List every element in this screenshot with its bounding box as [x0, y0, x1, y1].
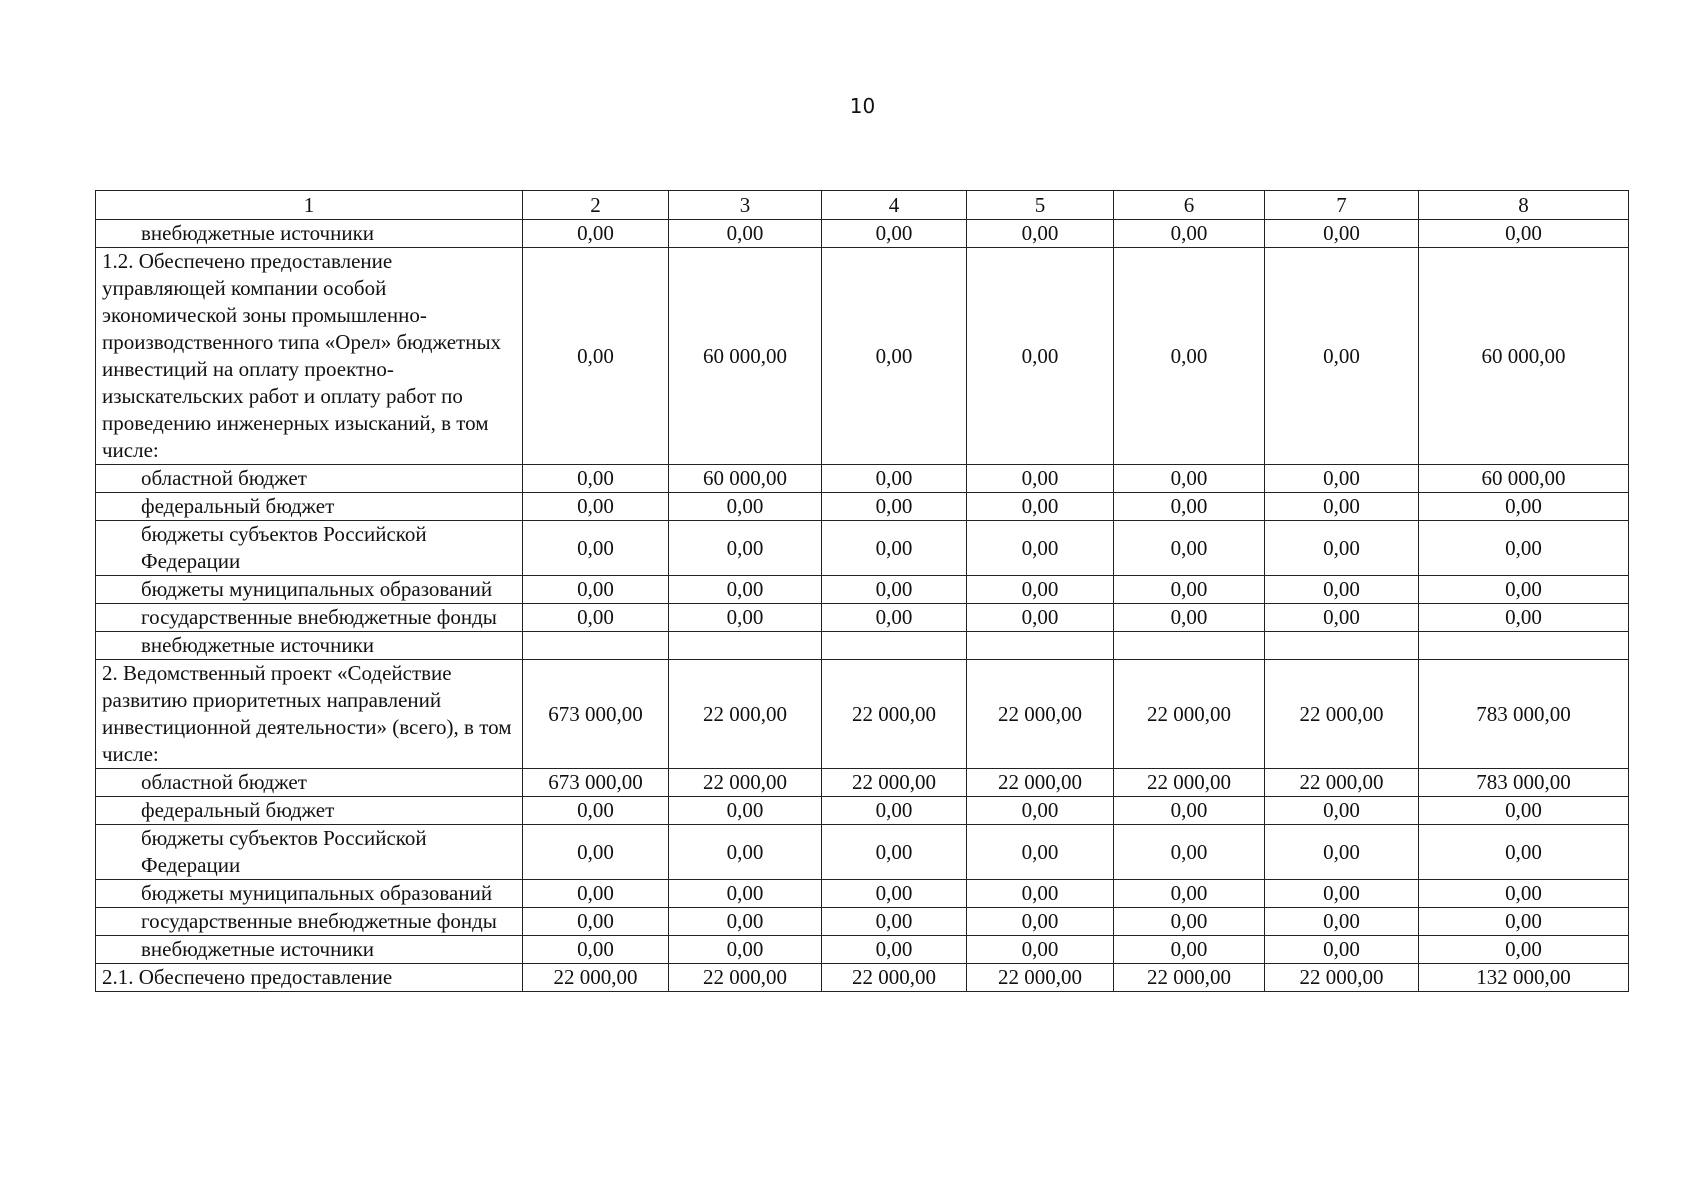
value-cell: 673 000,00	[523, 769, 669, 797]
value-cell	[669, 632, 822, 660]
value-cell: 0,00	[669, 604, 822, 632]
table-row	[96, 604, 1629, 632]
value-cell: 0,00	[669, 936, 822, 964]
value-cell: 0,00	[1419, 825, 1629, 880]
row-label: бюджеты субъектов Российской Федерации	[96, 825, 523, 880]
value-cell: 0,00	[1114, 248, 1265, 465]
value-cell: 22 000,00	[669, 769, 822, 797]
value-cell	[1114, 632, 1265, 660]
value-cell: 0,00	[669, 493, 822, 521]
value-cell: 0,00	[1114, 521, 1265, 576]
value-cell: 0,00	[822, 220, 967, 248]
value-cell: 0,00	[822, 880, 967, 908]
value-cell: 22 000,00	[967, 769, 1114, 797]
value-cell: 0,00	[523, 604, 669, 632]
row-label: 1.2. Обеспечено предоставление управляющей компании особой экономической зоны промышленно-производственного типа «Орел» бюджетных инвестиций на оплату проектно-изыскательских работ и оплату работ по проведению инженерных изысканий, в том числе:	[96, 248, 523, 465]
value-cell: 0,00	[523, 493, 669, 521]
table-row	[96, 248, 1629, 465]
value-cell: 0,00	[967, 880, 1114, 908]
value-cell: 60 000,00	[1419, 248, 1629, 465]
header-row	[96, 191, 1629, 220]
row-label: областной бюджет	[96, 465, 523, 493]
value-cell: 0,00	[669, 825, 822, 880]
value-cell: 0,00	[967, 908, 1114, 936]
column-header: 3	[669, 191, 822, 220]
value-cell: 22 000,00	[523, 964, 669, 992]
row-label: 2. Ведомственный проект «Содействие развитию приоритетных направлений инвестиционной деятельности» (всего), в том числе:	[96, 660, 523, 769]
value-cell: 0,00	[967, 825, 1114, 880]
value-cell: 0,00	[523, 465, 669, 493]
table-row	[96, 964, 1629, 992]
table-row	[96, 825, 1629, 880]
value-cell: 22 000,00	[822, 769, 967, 797]
value-cell: 0,00	[967, 521, 1114, 576]
value-cell: 132 000,00	[1419, 964, 1629, 992]
table-row	[96, 660, 1629, 769]
value-cell: 22 000,00	[967, 660, 1114, 769]
row-label: бюджеты муниципальных образований	[96, 880, 523, 908]
budget-table	[95, 190, 1629, 992]
value-cell: 0,00	[822, 248, 967, 465]
value-cell: 0,00	[967, 493, 1114, 521]
value-cell: 0,00	[523, 248, 669, 465]
value-cell: 0,00	[967, 797, 1114, 825]
value-cell: 22 000,00	[967, 964, 1114, 992]
column-header: 5	[967, 191, 1114, 220]
value-cell: 0,00	[822, 465, 967, 493]
row-label: областной бюджет	[96, 769, 523, 797]
value-cell: 0,00	[822, 825, 967, 880]
value-cell: 0,00	[669, 521, 822, 576]
table-row	[96, 880, 1629, 908]
value-cell: 0,00	[822, 493, 967, 521]
value-cell: 0,00	[1114, 493, 1265, 521]
table-row	[96, 908, 1629, 936]
value-cell: 0,00	[669, 908, 822, 936]
table-row	[96, 632, 1629, 660]
value-cell: 0,00	[523, 576, 669, 604]
value-cell: 0,00	[1419, 797, 1629, 825]
value-cell: 0,00	[822, 604, 967, 632]
value-cell	[967, 632, 1114, 660]
value-cell: 0,00	[523, 825, 669, 880]
table-row	[96, 465, 1629, 493]
value-cell: 0,00	[967, 220, 1114, 248]
value-cell: 60 000,00	[669, 248, 822, 465]
row-label: внебюджетные источники	[96, 220, 523, 248]
value-cell: 0,00	[523, 220, 669, 248]
value-cell: 0,00	[1265, 797, 1419, 825]
value-cell: 0,00	[1265, 465, 1419, 493]
value-cell: 0,00	[1419, 493, 1629, 521]
value-cell: 22 000,00	[822, 660, 967, 769]
table-row	[96, 220, 1629, 248]
table-row	[96, 797, 1629, 825]
row-label: 2.1. Обеспечено предоставление	[96, 964, 523, 992]
value-cell: 0,00	[822, 908, 967, 936]
row-label: государственные внебюджетные фонды	[96, 604, 523, 632]
value-cell: 60 000,00	[669, 465, 822, 493]
value-cell: 0,00	[1265, 825, 1419, 880]
value-cell: 22 000,00	[822, 964, 967, 992]
value-cell: 0,00	[1114, 604, 1265, 632]
value-cell: 0,00	[1114, 908, 1265, 936]
value-cell: 0,00	[1419, 936, 1629, 964]
value-cell: 0,00	[1114, 797, 1265, 825]
value-cell: 673 000,00	[523, 660, 669, 769]
value-cell: 0,00	[967, 248, 1114, 465]
column-header: 4	[822, 191, 967, 220]
value-cell: 0,00	[1265, 493, 1419, 521]
value-cell: 0,00	[523, 936, 669, 964]
value-cell: 0,00	[523, 880, 669, 908]
row-label: федеральный бюджет	[96, 797, 523, 825]
value-cell: 0,00	[1114, 465, 1265, 493]
value-cell: 0,00	[523, 908, 669, 936]
column-header: 1	[96, 191, 523, 220]
row-label: государственные внебюджетные фонды	[96, 908, 523, 936]
row-label: внебюджетные источники	[96, 632, 523, 660]
value-cell	[1265, 632, 1419, 660]
value-cell: 0,00	[822, 936, 967, 964]
value-cell: 0,00	[523, 521, 669, 576]
value-cell: 0,00	[1114, 220, 1265, 248]
page-number: 10	[849, 94, 876, 118]
value-cell: 0,00	[1265, 604, 1419, 632]
value-cell: 783 000,00	[1419, 660, 1629, 769]
value-cell: 0,00	[1114, 576, 1265, 604]
value-cell: 0,00	[1419, 604, 1629, 632]
value-cell: 22 000,00	[669, 964, 822, 992]
column-header: 2	[523, 191, 669, 220]
value-cell: 22 000,00	[1114, 660, 1265, 769]
value-cell: 0,00	[1114, 880, 1265, 908]
value-cell: 0,00	[967, 576, 1114, 604]
value-cell: 0,00	[669, 576, 822, 604]
value-cell: 0,00	[1265, 880, 1419, 908]
table-row	[96, 493, 1629, 521]
value-cell: 0,00	[1265, 936, 1419, 964]
table-row	[96, 936, 1629, 964]
column-header: 8	[1419, 191, 1629, 220]
value-cell: 0,00	[1419, 880, 1629, 908]
column-header: 7	[1265, 191, 1419, 220]
value-cell: 0,00	[669, 797, 822, 825]
value-cell: 0,00	[1419, 521, 1629, 576]
value-cell: 0,00	[822, 797, 967, 825]
value-cell	[1419, 632, 1629, 660]
value-cell: 60 000,00	[1419, 465, 1629, 493]
value-cell: 22 000,00	[1265, 660, 1419, 769]
value-cell: 0,00	[1419, 908, 1629, 936]
value-cell: 0,00	[967, 936, 1114, 964]
value-cell: 0,00	[1265, 248, 1419, 465]
value-cell: 0,00	[1265, 576, 1419, 604]
value-cell: 0,00	[1265, 908, 1419, 936]
row-label: федеральный бюджет	[96, 493, 523, 521]
value-cell: 0,00	[822, 521, 967, 576]
table-body	[96, 220, 1629, 992]
value-cell: 0,00	[523, 797, 669, 825]
row-label: бюджеты субъектов Российской Федерации	[96, 521, 523, 576]
value-cell: 783 000,00	[1419, 769, 1629, 797]
value-cell: 0,00	[669, 220, 822, 248]
value-cell: 22 000,00	[1114, 769, 1265, 797]
column-header: 6	[1114, 191, 1265, 220]
value-cell: 22 000,00	[669, 660, 822, 769]
row-label: бюджеты муниципальных образований	[96, 576, 523, 604]
value-cell: 0,00	[1419, 220, 1629, 248]
table-row	[96, 521, 1629, 576]
value-cell: 0,00	[1419, 576, 1629, 604]
table-row	[96, 576, 1629, 604]
value-cell: 0,00	[967, 465, 1114, 493]
value-cell: 0,00	[1265, 220, 1419, 248]
value-cell: 0,00	[1265, 521, 1419, 576]
value-cell	[822, 632, 967, 660]
table-row	[96, 769, 1629, 797]
row-label: внебюджетные источники	[96, 936, 523, 964]
value-cell: 0,00	[1114, 825, 1265, 880]
value-cell: 22 000,00	[1265, 964, 1419, 992]
value-cell: 0,00	[1114, 936, 1265, 964]
value-cell: 0,00	[669, 880, 822, 908]
value-cell	[523, 632, 669, 660]
value-cell: 22 000,00	[1114, 964, 1265, 992]
value-cell: 0,00	[822, 576, 967, 604]
value-cell: 22 000,00	[1265, 769, 1419, 797]
value-cell: 0,00	[967, 604, 1114, 632]
